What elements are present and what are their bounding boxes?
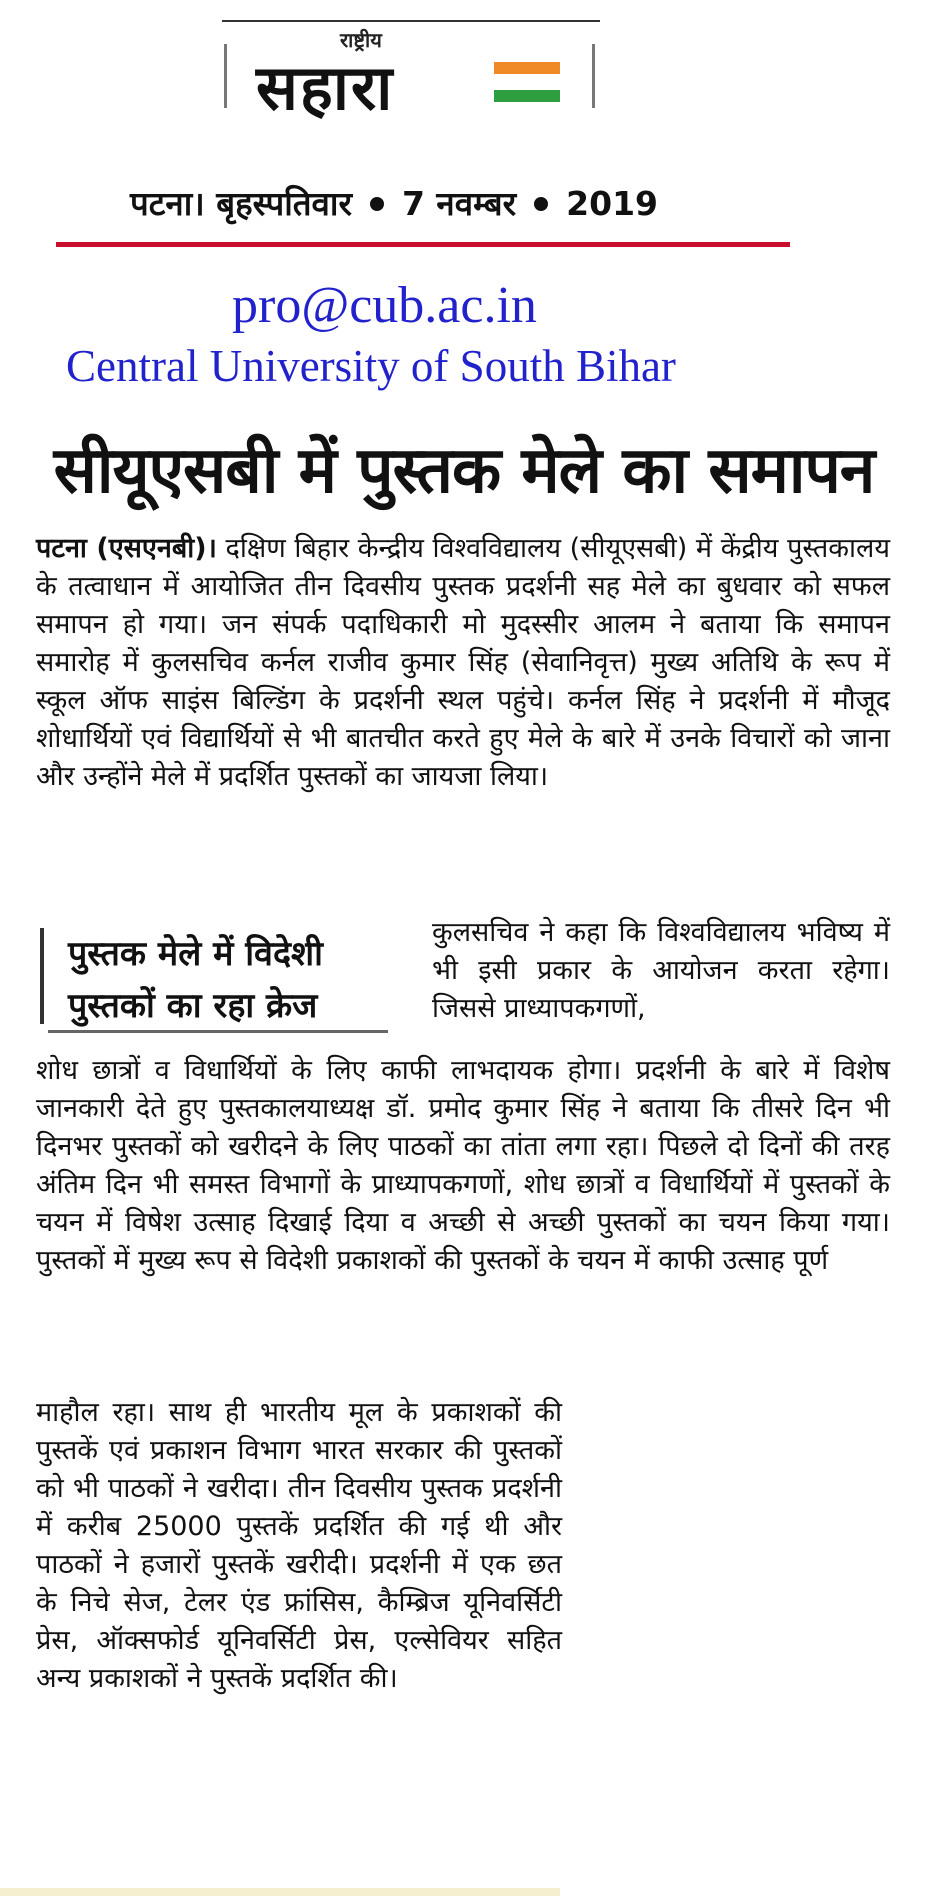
dateline [130,180,658,225]
dateline-day: बृहस्पतिवार [216,184,352,223]
dateline-date: 7 नवम्बर [401,184,517,223]
pull-quote-text: पुस्तक मेले में विदेशी पुस्तकों का रहा क्रेज [68,934,323,1026]
bullet-dot [534,197,548,211]
bullet-dot [370,197,384,211]
pull-quote-bar [40,928,44,1024]
article-paragraph-1-text: दक्षिण बिहार केन्द्रीय विश्वविद्यालय (सीयूएसबी) में केंद्रीय पुस्तकालय के तत्वाधान में आयोजित तीन दिवसीय पुस्तक प्रदर्शनी सह मेले का बुधवार को सफल समापन हो गया। जन संपर्क पदाधिकारी मो मुदस्सीर आलम ने बताया कि समापन समारोह में कुलसचिव कर्नल राजीव कुमार सिंह (सेवानिवृत्त) मुख्य अतिथि के रूप में स्कूल ऑफ साइंस बिल्डिंग के प्रदर्शनी स्थल पहुंचे। कर्नल सिंह ने प्रदर्शनी में मौजूद शोधार्थियों एवं विद्यार्थियों से भी बातचीत करते हुए मेले के बारे में उनके विचारों को जाना और उन्होंने मेले में प्रदर्शित पुस्तकों का जायजा लिया। [36,533,891,792]
article-lead: पटना (एसएनबी)। [36,533,217,564]
article-paragraph-2: कुलसचिव ने कहा कि विश्वविद्यालय भविष्य में भी इसी प्रकार के आयोजन करता रहेगा। जिससे प्राध्यापकगणों, [432,917,890,1024]
masthead-logo: सहारा [256,51,395,124]
red-divider [56,242,790,247]
dateline-year: 2019 [566,184,658,223]
flag-stripe-white [494,76,560,88]
pull-quote [40,920,396,1036]
masthead-rule [222,20,600,22]
masthead-left-bar [224,44,227,108]
flag-stripe-saffron [494,62,560,74]
flag-stripe-green [494,90,560,102]
university-name: Central University of South Bihar [66,341,676,391]
dateline-city: पटना। [130,184,205,223]
article-paragraph-1 [36,530,890,796]
article-paragraph-4: माहौल रहा। साथ ही भारतीय मूल के प्रकाशकों की पुस्तकें एवं प्रकाशन विभाग भारत सरकार की पुस्तकों को भी पाठकों ने खरीदा। तीन दिवसीय पुस्तक प्रदर्शनी में करीब 25000 पुस्तकें प्रदर्शित की गई थी और पाठकों ने हजारों पुस्तकें खरीदी। प्रदर्शनी में एक छत के निचे सेज, टेलर एंड फ्रांसिस, कैम्ब्रिज यूनिवर्सिटी प्रेस, ऑक्सफोर्ड यूनिवर्सिटी प्रेस, एल्सेवियर सहित अन्य प्रकाशकों ने पुस्तकें प्रदर्शित की। [36,1397,562,1694]
article-headline: सीयूएसबी में पुस्तक मेले का समापन [53,434,875,508]
pull-quote-rule [48,1030,388,1033]
email-address: pro@cub.ac.in [232,277,537,334]
masthead-right-bar [592,44,595,108]
masthead-top-word: राष्ट्रीय [340,28,382,52]
article-paragraph-3: शोध छात्रों व विधार्थियों के लिए काफी लाभदायक होगा। प्रदर्शनी के बारे में विशेष जानकारी देते हुए पुस्तकालयाध्यक्ष डॉ. प्रमोद कुमार सिंह ने बताया कि तीसरे दिन भी दिनभर पुस्तकों को खरीदने के लिए पाठकों का तांता लगा रहा। पिछले दो दिनों की तरह अंतिम दिन भी समस्त विभागों के प्राध्यापकगणों, शोध छात्रों व विधार्थियों में पुस्तकों के चयन में विषेश उत्साह दिखाई दिया व अच्छी से अच्छी पुस्तकों का चयन किया गया। पुस्तकों में मुख्य रूप से विदेशी प्रकाशकों की पुस्तकों के चयन में काफी उत्साह पूर्ण [36,1055,890,1276]
bottom-band [0,1888,560,1896]
